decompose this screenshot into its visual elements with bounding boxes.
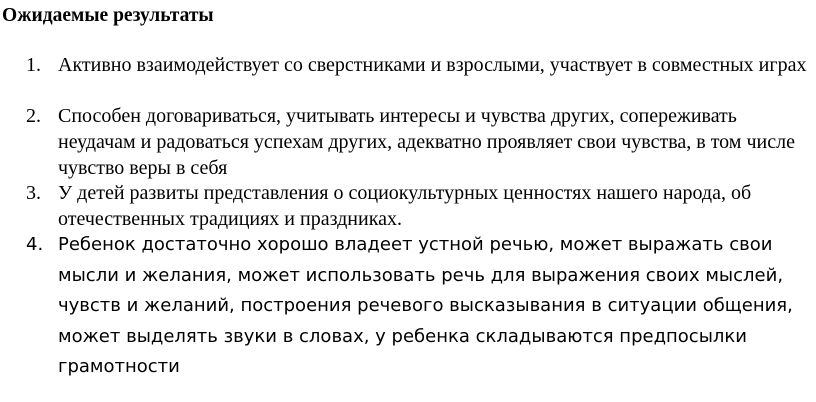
list-item-number: 4.: [26, 234, 44, 255]
list-item-text: Ребенок достаточно хорошо владеет устной речью, может выражать свои мысли и желания, может использовать речь для выражения своих мыслей, чувств и желаний, построения речевого высказывания в ситуации общения, может выделять звуки в словах, у ребенка складываются предпосылки грамотности: [58, 234, 793, 377]
list-item-number: 2.: [26, 105, 41, 127]
list-item-text: У детей развиты представления о социокультурных ценностях нашего народа, об отечественных традициях и праздниках.: [58, 182, 752, 230]
list-item-number: 1.: [26, 54, 41, 76]
list-item-number: 3.: [26, 182, 41, 204]
list-item-text: Способен договариваться, учитывать интересы и чувства других, сопереживать неудачам и радоваться успехам других, адекватно проявляет свои чувства, в том числе чувство веры в себя: [58, 105, 795, 179]
document-title: Ожидаемые результаты: [2, 5, 214, 26]
list-item-text: Активно взаимодействует со сверстниками и взрослыми, участвует в совместных играх: [58, 54, 807, 76]
